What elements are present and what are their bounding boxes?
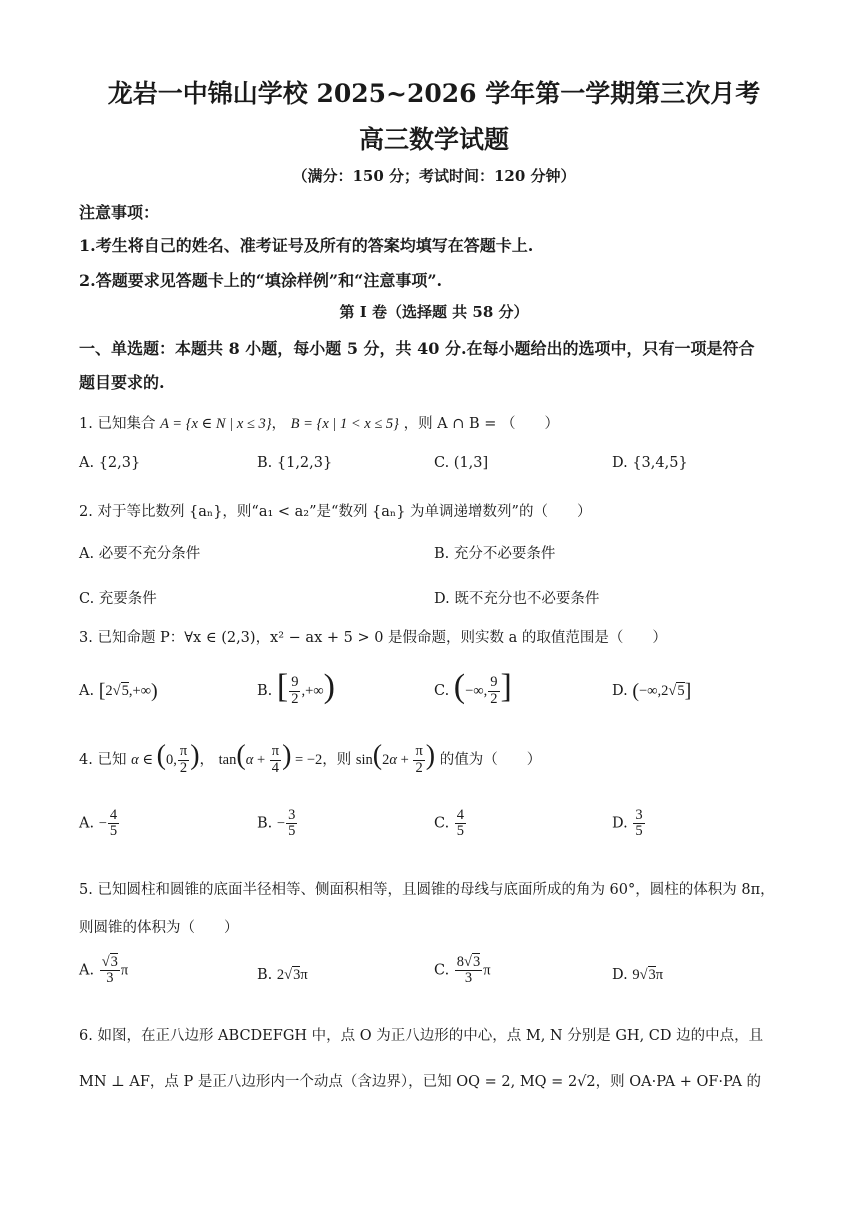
question-4-option-c[interactable]: C. $\frac{4}{5}$ (434, 807, 465, 840)
question-1-option-d[interactable]: D. {3,4,5} (612, 455, 688, 471)
question-5-option-d[interactable]: D. 9√3π (612, 967, 664, 983)
question-3-option-a[interactable]: A. [2√5,+∞) (79, 680, 158, 702)
question-2-stem: 2. 对于等比数列 {aₙ}，则“a₁ < a₂”是“数列 {aₙ} 为单调递增数列”的（ ） (79, 504, 592, 520)
question-1-suffix: ，则 A ∩ B = （ ） (403, 416, 560, 432)
question-1-set-a: A = {x ∈ N | x ≤ 3} (160, 416, 272, 432)
notes-heading: 注意事项： (79, 203, 160, 222)
question-1-option-b[interactable]: B. {1,2,3} (257, 455, 333, 471)
question-5-line-1: 5. 已知圆柱和圆锥的底面半径相等、侧面积相等，且圆锥的母线与底面所成的角为 60°，圆柱的体积为 8π， (79, 882, 775, 898)
question-3-option-c[interactable]: C. (−∞, $\frac{9}{2}$ ] (434, 668, 512, 707)
section-intro-line-2: 题目要求的. (79, 373, 165, 392)
question-1-option-c[interactable]: C. (1,3] (434, 455, 489, 471)
question-5-option-c[interactable]: C. $\frac{8√3}{3}$ π (434, 954, 491, 987)
question-6-line-2: MN ⊥ AF，点 P 是正八边形内一个动点（含边界），已知 OQ = 2, MQ = 2√2，则 OA·PA + OF·PA 的 (79, 1074, 762, 1090)
question-1-option-a[interactable]: A. {2,3} (79, 455, 141, 471)
question-5-option-b[interactable]: B. 2√3π (257, 967, 308, 983)
question-2-option-b[interactable]: B. 充分不必要条件 (434, 546, 556, 562)
question-2-option-a[interactable]: A. 必要不充分条件 (79, 546, 201, 562)
question-4-option-a[interactable]: A. − $\frac{4}{5}$ (79, 807, 118, 840)
section-intro-line-1: 一、单选题：本题共 8 小题，每小题 5 分，共 40 分.在每小题给出的选项中，只有一项是符合 (79, 339, 755, 358)
question-4-stem: 4. 已知 α ∈ (0, $\frac{\pi}{2}$ )， tan(α + $\frac{\pi}{4}$ ) = −2，则 sin(2α + $\frac{\pi}{2}$ ) 的值为（ ） (79, 740, 542, 776)
notes-item-1: 1.考生将自己的姓名、准考证号及所有的答案均填写在答题卡上. (79, 236, 534, 255)
question-3-option-d[interactable]: D. (−∞,2√5] (612, 680, 692, 702)
part-title: 第 I 卷（选择题 共 58 分） (339, 303, 529, 321)
question-3-option-b[interactable]: B. [ $\frac{9}{2}$ ,+∞) (257, 668, 335, 707)
question-6-line-1: 6. 如图，在正八边形 ABCDEFGH 中，点 O 为正八边形的中心，点 M, N 分别是 GH, CD 边的中点，且 (79, 1028, 764, 1044)
question-2-option-d[interactable]: D. 既不充分也不必要条件 (434, 591, 600, 607)
question-1-prefix: 1. 已知集合 (79, 416, 156, 432)
question-3-stem: 3. 已知命题 P：∀x ∈ (2,3)，x² − ax + 5 > 0 是假命题，则实数 a 的取值范围是（ ） (79, 630, 667, 646)
question-4-option-b[interactable]: B. − $\frac{3}{5}$ (257, 807, 296, 840)
exam-info: （满分：150 分；考试时间：120 分钟） (292, 167, 576, 185)
notes-item-2: 2.答题要求见答题卡上的“填涂样例”和“注意事项”. (79, 271, 443, 290)
question-5-line-2: 则圆锥的体积为（ ） (79, 920, 239, 936)
exam-title: 龙岩一中锦山学校 2025~2026 学年第一学期第三次月考 (107, 79, 761, 108)
question-1-set-b: B = {x | 1 < x ≤ 5} (290, 416, 399, 432)
question-4-option-d[interactable]: D. $\frac{3}{5}$ (612, 807, 643, 840)
option-a-expr: 2√5,+∞ (105, 683, 151, 699)
question-5-option-a[interactable]: A. $\frac{√3}{3}$ π (79, 954, 129, 987)
exam-subtitle: 高三数学试题 (358, 125, 509, 154)
question-1-stem: 1. 已知集合 A = {x ∈ N | x ≤ 3}， B = {x | 1 < x ≤ 5} ，则 A ∩ B = （ ） (79, 416, 560, 432)
question-2-option-c[interactable]: C. 充要条件 (79, 591, 157, 607)
